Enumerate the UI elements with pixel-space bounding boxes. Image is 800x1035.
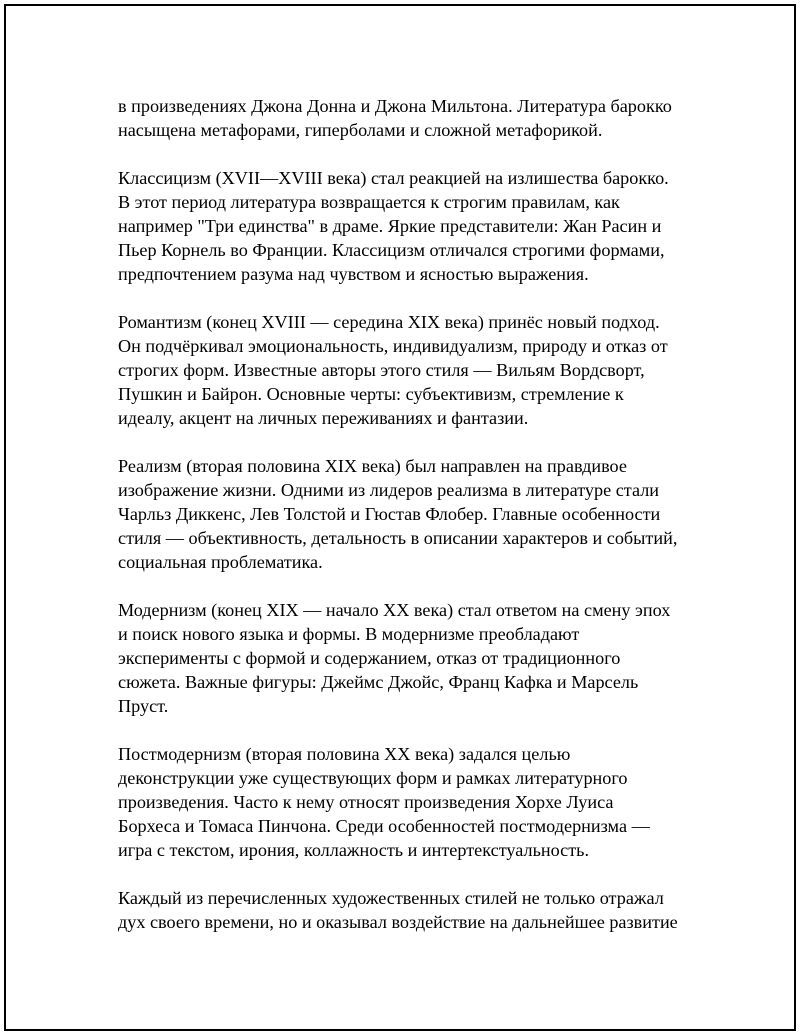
text-line: Классицизм (XVII—XVIII века) стал реакцией на излишества барокко. <box>118 168 669 188</box>
paragraph-postmodernism <box>118 742 688 862</box>
text-line: Романтизм (конец XVIII — середина XIX века) принёс новый подход. <box>118 312 660 332</box>
text-line: произведения. Часто к нему относят произведения Хорхе Луиса <box>118 792 614 812</box>
paragraph-modernism <box>118 598 688 718</box>
text-line: Каждый из перечисленных художественных стилей не только отражал <box>118 888 664 908</box>
text-line: Пьер Корнель во Франции. Классицизм отличался строгими формами, <box>118 240 665 260</box>
text-line: идеалу, акцент на личных переживаниях и фантазии. <box>118 408 529 428</box>
text-line: Борхеса и Томаса Пинчона. Среди особенностей постмодернизма — <box>118 816 650 836</box>
text-line: дух своего времени, но и оказывал воздействие на дальнейшее развитие <box>118 912 678 932</box>
paragraph-classicism <box>118 166 688 286</box>
document-body <box>118 94 688 958</box>
text-line: эксперименты с формой и содержанием, отказ от традиционного <box>118 648 621 668</box>
paragraph-baroque-end <box>118 94 688 142</box>
text-line: насыщена метафорами, гиперболами и сложной метафорикой. <box>118 120 603 140</box>
text-line: Постмодернизм (вторая половина XX века) задался целью <box>118 744 571 764</box>
text-line: Пруст. <box>118 696 169 716</box>
text-line: сюжета. Важные фигуры: Джеймс Джойс, Франц Кафка и Марсель <box>118 672 639 692</box>
text-line: например "Три единства" в драме. Яркие представители: Жан Расин и <box>118 216 662 236</box>
text-line: Реализм (вторая половина XIX века) был направлен на правдивое <box>118 456 627 476</box>
text-line: стиля — объективность, детальность в описании характеров и событий, <box>118 528 678 548</box>
text-line: Он подчёркивал эмоциональность, индивидуализм, природу и отказ от <box>118 336 668 356</box>
text-line: деконструкции уже существующих форм и рамках литературного <box>118 768 628 788</box>
text-line: Чарльз Диккенс, Лев Толстой и Гюстав Флобер. Главные особенности <box>118 504 661 524</box>
text-line: Пушкин и Байрон. Основные черты: субъективизм, стремление к <box>118 384 624 404</box>
text-line: игра с текстом, ирония, коллажность и интертекстуальность. <box>118 840 590 860</box>
text-line: изображение жизни. Одними из лидеров реализма в литературе стали <box>118 480 659 500</box>
paragraph-conclusion <box>118 886 688 934</box>
text-line: и поиск нового языка и формы. В модернизме преобладают <box>118 624 580 644</box>
paragraph-romanticism <box>118 310 688 430</box>
paragraph-realism <box>118 454 688 574</box>
text-line: Модернизм (конец XIX — начало XX века) стал ответом на смену эпох <box>118 600 671 620</box>
text-line: В этот период литература возвращается к строгим правилам, как <box>118 192 620 212</box>
text-line: строгих форм. Известные авторы этого стиля — Вильям Вордсворт, <box>118 360 645 380</box>
text-line: социальная проблематика. <box>118 552 323 572</box>
text-line: в произведениях Джона Донна и Джона Мильтона. Литература барокко <box>118 96 672 116</box>
text-line: предпочтением разума над чувством и ясностью выражения. <box>118 264 589 284</box>
